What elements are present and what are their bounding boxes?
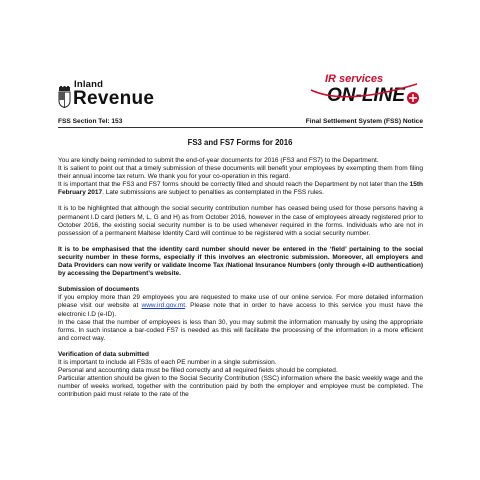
paragraph-ssc-info: Particular attention should be given to the Social Security Contribution (SSC) information where the basic weekly wage and the number of weeks worked, together with the contribution paid by both the employer and employee must be completed. The contribution paid must relate to the rate of the — [58, 375, 423, 399]
paragraph-single-submission: It is important to include all FS3s of each PE number in a single submission. — [58, 358, 277, 366]
revenue-label: Revenue — [73, 87, 155, 109]
header-divider — [58, 127, 423, 128]
page-title: FS3 and FS7 Forms for 2016 — [187, 138, 293, 147]
online-label: ON-LINE — [327, 85, 406, 106]
paragraph-benefit: It is salient to point out that a timely submission of these documents will benefit your employees by exempting them from filing their annual income tax return. We thank you for your co-operation in this regard. — [58, 165, 423, 181]
fss-section-tel: FSS Section Tel: 153 — [58, 118, 123, 125]
ir-services-label: IR services — [325, 73, 384, 85]
page-header — [58, 73, 423, 110]
paragraph-manual-submission: In the case that the number of employees is less than 30, you may submit the information manually by using the appropriate forms. In such instance a bar-coded FS7 is needed as this will facilitate the processing of the information in a more efficient and correct way. — [58, 318, 423, 342]
inland-revenue-logo — [58, 80, 154, 108]
fss-notice-label: Final Settlement System (FSS) Notice — [305, 118, 423, 125]
malta-crest-icon — [58, 86, 71, 108]
website-link[interactable]: www.ird.gov.mt — [141, 302, 186, 310]
paragraph-deadline: It is important that the FS3 and FS7 forms should be correctly filled and should reach the Department by not later than the 15th February 2017. Late submissions are subject to penalties as contemplated in the FSS rules. — [58, 181, 423, 197]
section-heading-submission: Submission of documents — [58, 286, 140, 294]
paragraph-reminder: You are kindly being reminded to submit the end-of-year documents for 2016 (FS3 and FS7) to the Department. — [58, 157, 379, 164]
paragraph-id-warning: It is to be emphasised that the identity card number should never be entered in the ‘field’ pertaining to the social security number in these forms, especially if this involves an electronic submission. Moreover, all employers and Data Providers can now verify or validate Income Tax /National Insurance Numbers (only through e-ID authentication) by accessing the Department’s website. — [58, 245, 423, 278]
inland-label: Inland — [74, 79, 104, 90]
section-heading-verification: Verification of data submitted — [58, 350, 150, 358]
deadline-date: 15th February 2017 — [58, 181, 423, 197]
paragraph-ssc-number: It is to be highlighted that although the social security contribution number has ceased being used for those persons having a permanent I.D card (letters M, L, G and H) as from October 2016, however in the case of employees already registered prior to October 2016, the existing social security number is to be used whenever required in the forms. Individuals who are not in possession of a permanent Maltese Identity Card will continue to be registered with a social security number. — [58, 205, 423, 237]
ir-services-online-logo — [305, 70, 423, 106]
paragraph-data-correct: Personal and accounting data must be filled correctly and all required fields should be completed. — [58, 367, 338, 375]
notice-body — [58, 157, 423, 399]
paragraph-online-service: If you employ more than 29 employees you are requested to make use of our online service. For more detailed information please visit our website at www.ird.gov.mt. Please note that in order to have access to this service you must have the electronic I.D (e-ID). — [58, 294, 424, 318]
